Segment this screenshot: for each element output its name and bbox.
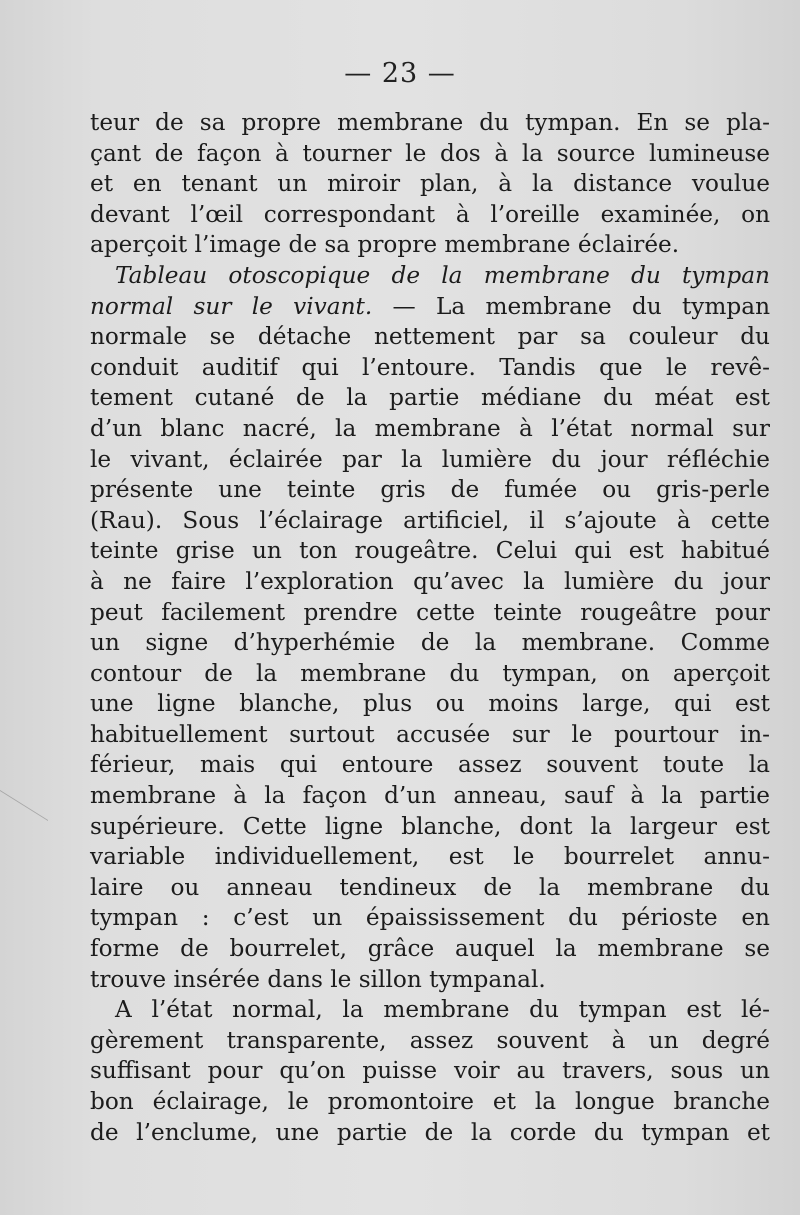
text-line: trouve insérée dans le sillon tympanal. bbox=[90, 965, 546, 993]
text-line: peut facilement prendre cette teinte rougeâtre pour bbox=[90, 598, 770, 626]
body-text bbox=[90, 108, 770, 1148]
text-line: présente une teinte gris de fumée ou gris-perle bbox=[90, 476, 770, 504]
text-line: devant l’œil correspondant à l’oreille examinée, on bbox=[90, 200, 770, 228]
text-line: habituellement surtout accusée sur le pourtour in- bbox=[90, 720, 770, 748]
section-heading-line bbox=[90, 261, 770, 292]
page-number: — 23 — bbox=[344, 58, 456, 89]
text-line: un signe d’hyperhémie de la membrane. Comme bbox=[90, 629, 770, 657]
page-edge-mark bbox=[0, 790, 48, 877]
text-line: membrane à la façon d’un anneau, sauf à la partie bbox=[90, 782, 770, 810]
section-heading: Tableau otoscopique de la membrane du tympan bbox=[115, 261, 770, 289]
text-line: conduit auditif qui l’entoure. Tandis que le revê- bbox=[90, 353, 770, 381]
text-line: variable individuellement, est le bourrelet annu- bbox=[90, 843, 770, 871]
text-line: teinte grise un ton rougeâtre. Celui qui est habitué bbox=[90, 537, 770, 565]
text-line: tement cutané de la partie médiane du méat est bbox=[90, 384, 770, 412]
text-line: aperçoit l’image de sa propre membrane éclairée. bbox=[90, 231, 680, 259]
text-line: (Rau). Sous l’éclairage artificiel, il s’ajoute à cette bbox=[90, 506, 770, 534]
text-line: férieur, mais qui entoure assez souvent toute la bbox=[90, 751, 770, 779]
paragraph-start-line: A l’état normal, la membrane du tympan est lé- bbox=[115, 996, 770, 1024]
text-line: gèrement transparente, assez souvent à un degré bbox=[90, 1026, 770, 1054]
text-line: supérieure. Cette ligne blanche, dont la largeur est bbox=[90, 812, 770, 840]
text-line: tympan : c’est un épaississement du périoste en bbox=[90, 904, 770, 932]
text-line: normal sur le vivant. — La membrane du tympan bbox=[90, 292, 770, 320]
text-line: laire ou anneau tendineux de la membrane du bbox=[90, 873, 770, 901]
text-line: et en tenant un miroir plan, à la distance voulue bbox=[90, 170, 770, 198]
text-line: bon éclairage, le promontoire et la longue branche bbox=[90, 1088, 770, 1115]
text-line: normale se détache nettement par sa couleur du bbox=[90, 323, 770, 351]
text-line: suffisant pour qu’on puisse voir au travers, sous un bbox=[90, 1057, 770, 1085]
text-line: de l’enclume, une partie de la corde du tympan et bbox=[90, 1118, 770, 1146]
text-line: d’un blanc nacré, la membrane à l’état normal sur bbox=[90, 414, 770, 442]
text-line: teur de sa propre membrane du tympan. En se pla- bbox=[90, 109, 770, 136]
text-line: forme de bourrelet, grâce auquel la membrane se bbox=[90, 935, 770, 963]
text-line: une ligne blanche, plus ou moins large, qui est bbox=[90, 690, 770, 718]
text-line: à ne faire l’exploration qu’avec la lumière du jour bbox=[90, 567, 770, 595]
text-line: le vivant, éclairée par la lumière du jour réfléchie bbox=[90, 445, 770, 473]
text-line: çant de façon à tourner le dos à la source lumineuse bbox=[90, 139, 770, 167]
section-heading-end: normal sur le vivant. bbox=[90, 292, 373, 320]
text-line: contour de la membrane du tympan, on aperçoit bbox=[90, 659, 770, 687]
